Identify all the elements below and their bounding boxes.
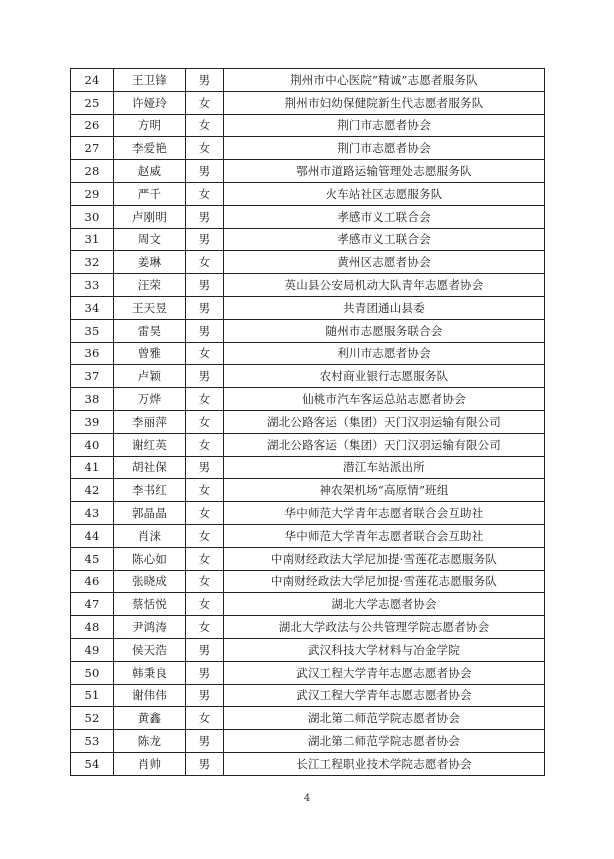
volunteer-name: 王卫锋 <box>114 69 186 92</box>
table-row <box>71 410 545 433</box>
table-row <box>71 752 545 775</box>
volunteer-name: 谢红英 <box>114 433 186 456</box>
volunteer-organization: 华中师范大学青年志愿者联合会互助社 <box>224 524 545 547</box>
volunteer-name: 汪荣 <box>114 274 186 297</box>
row-number: 29 <box>71 182 114 205</box>
table-row <box>71 319 545 342</box>
volunteer-organization: 湖北第二师范学院志愿者协会 <box>224 707 545 730</box>
volunteer-name: 尹鸿涛 <box>114 616 186 639</box>
volunteer-organization: 中南财经政法大学尼加提·雪莲花志愿服务队 <box>224 570 545 593</box>
volunteer-organization: 湖北第二师范学院志愿者协会 <box>224 730 545 753</box>
volunteer-organization: 湖北公路客运（集团）天门汉羽运输有限公司 <box>224 410 545 433</box>
row-number: 54 <box>71 752 114 775</box>
volunteer-gender: 女 <box>186 410 224 433</box>
row-number: 34 <box>71 296 114 319</box>
volunteer-name: 李丽萍 <box>114 410 186 433</box>
page-number: 4 <box>303 793 311 804</box>
table-row <box>71 502 545 525</box>
volunteer-name: 陈龙 <box>114 730 186 753</box>
table-row <box>71 730 545 753</box>
table-row <box>71 160 545 183</box>
table-row <box>71 342 545 365</box>
row-number: 35 <box>71 319 114 342</box>
row-number: 50 <box>71 661 114 684</box>
row-number: 44 <box>71 524 114 547</box>
row-number: 51 <box>71 684 114 707</box>
table-row <box>71 69 545 92</box>
volunteer-name: 卢刚明 <box>114 205 186 228</box>
volunteer-organization: 利川市志愿者协会 <box>224 342 545 365</box>
row-number: 48 <box>71 616 114 639</box>
volunteer-gender: 男 <box>186 296 224 319</box>
row-number: 41 <box>71 456 114 479</box>
volunteer-gender: 女 <box>186 137 224 160</box>
volunteer-name: 黄鑫 <box>114 707 186 730</box>
volunteer-organization: 孝感市义工联合会 <box>224 205 545 228</box>
volunteer-organization: 荆门市志愿者协会 <box>224 137 545 160</box>
volunteer-organization: 武汉科技大学材料与冶金学院 <box>224 638 545 661</box>
volunteer-name: 严千 <box>114 182 186 205</box>
row-number: 39 <box>71 410 114 433</box>
volunteer-organization: 武汉工程大学青年志愿志愿者协会 <box>224 661 545 684</box>
volunteer-organization: 共青团通山县委 <box>224 296 545 319</box>
volunteer-name: 周文 <box>114 228 186 251</box>
table-row <box>71 433 545 456</box>
volunteer-organization: 荆州市妇幼保健院新生代志愿者服务队 <box>224 91 545 114</box>
volunteer-gender: 女 <box>186 388 224 411</box>
volunteer-gender: 男 <box>186 752 224 775</box>
table-row <box>71 707 545 730</box>
table-row <box>71 616 545 639</box>
row-number: 25 <box>71 91 114 114</box>
table-row <box>71 456 545 479</box>
volunteer-name: 胡社保 <box>114 456 186 479</box>
table-row <box>71 251 545 274</box>
table-row <box>71 684 545 707</box>
volunteer-organization: 神农架机场“高原情”班组 <box>224 479 545 502</box>
volunteer-gender: 女 <box>186 342 224 365</box>
row-number: 42 <box>71 479 114 502</box>
volunteer-organization: 英山县公安局机动大队青年志愿者协会 <box>224 274 545 297</box>
volunteer-organization: 黄州区志愿者协会 <box>224 251 545 274</box>
volunteer-name: 李爱艳 <box>114 137 186 160</box>
volunteer-gender: 男 <box>186 365 224 388</box>
volunteer-name: 蔡恬悦 <box>114 593 186 616</box>
volunteer-name: 郭晶晶 <box>114 502 186 525</box>
volunteer-name: 卢颖 <box>114 365 186 388</box>
volunteer-gender: 女 <box>186 251 224 274</box>
volunteer-gender: 女 <box>186 479 224 502</box>
volunteer-name: 肖涞 <box>114 524 186 547</box>
volunteer-organization: 随州市志愿服务联合会 <box>224 319 545 342</box>
row-number: 30 <box>71 205 114 228</box>
volunteer-gender: 男 <box>186 730 224 753</box>
table-row <box>71 479 545 502</box>
volunteer-table <box>70 68 545 776</box>
volunteer-name: 张晓成 <box>114 570 186 593</box>
volunteer-gender: 男 <box>186 274 224 297</box>
volunteer-organization: 仙桃市汽车客运总站志愿者协会 <box>224 388 545 411</box>
volunteer-gender: 女 <box>186 182 224 205</box>
volunteer-organization: 火车站社区志愿服务队 <box>224 182 545 205</box>
volunteer-gender: 男 <box>186 205 224 228</box>
volunteer-organization: 荆州市中心医院“精诚”志愿者服务队 <box>224 69 545 92</box>
volunteer-gender: 女 <box>186 114 224 137</box>
volunteer-gender: 女 <box>186 616 224 639</box>
row-number: 47 <box>71 593 114 616</box>
volunteer-gender: 男 <box>186 638 224 661</box>
volunteer-name: 陈心如 <box>114 547 186 570</box>
volunteer-organization: 武汉工程大学青年志愿志愿者协会 <box>224 684 545 707</box>
volunteer-name: 赵威 <box>114 160 186 183</box>
row-number: 46 <box>71 570 114 593</box>
row-number: 31 <box>71 228 114 251</box>
table-row <box>71 91 545 114</box>
volunteer-name: 王天昱 <box>114 296 186 319</box>
row-number: 37 <box>71 365 114 388</box>
table-row <box>71 388 545 411</box>
row-number: 28 <box>71 160 114 183</box>
volunteer-gender: 男 <box>186 684 224 707</box>
row-number: 32 <box>71 251 114 274</box>
volunteer-name: 李书红 <box>114 479 186 502</box>
table-row <box>71 114 545 137</box>
row-number: 38 <box>71 388 114 411</box>
row-number: 36 <box>71 342 114 365</box>
volunteer-organization: 鄂州市道路运输管理处志愿服务队 <box>224 160 545 183</box>
volunteer-name: 侯天浩 <box>114 638 186 661</box>
volunteer-organization: 湖北公路客运（集团）天门汉羽运输有限公司 <box>224 433 545 456</box>
volunteer-name: 韩秉良 <box>114 661 186 684</box>
volunteer-organization: 中南财经政法大学尼加提·雪莲花志愿服务队 <box>224 547 545 570</box>
table-row <box>71 228 545 251</box>
row-number: 26 <box>71 114 114 137</box>
volunteer-table-container <box>70 68 544 776</box>
table-row <box>71 524 545 547</box>
volunteer-gender: 女 <box>186 433 224 456</box>
volunteer-gender: 男 <box>186 661 224 684</box>
volunteer-organization: 荆门市志愿者协会 <box>224 114 545 137</box>
table-row <box>71 205 545 228</box>
row-number: 45 <box>71 547 114 570</box>
volunteer-gender: 女 <box>186 547 224 570</box>
volunteer-gender: 女 <box>186 707 224 730</box>
table-row <box>71 296 545 319</box>
table-row <box>71 365 545 388</box>
volunteer-organization: 孝感市义工联合会 <box>224 228 545 251</box>
table-row <box>71 137 545 160</box>
volunteer-gender: 男 <box>186 228 224 251</box>
volunteer-gender: 男 <box>186 160 224 183</box>
volunteer-organization: 长江工程职业技术学院志愿者协会 <box>224 752 545 775</box>
row-number: 52 <box>71 707 114 730</box>
volunteer-name: 万烨 <box>114 388 186 411</box>
volunteer-gender: 男 <box>186 456 224 479</box>
volunteer-organization: 湖北大学政法与公共管理学院志愿者协会 <box>224 616 545 639</box>
volunteer-table-body <box>71 69 545 776</box>
table-row <box>71 274 545 297</box>
volunteer-name: 雷昊 <box>114 319 186 342</box>
volunteer-name: 谢伟伟 <box>114 684 186 707</box>
table-row <box>71 182 545 205</box>
volunteer-gender: 男 <box>186 69 224 92</box>
volunteer-organization: 农村商业银行志愿服务队 <box>224 365 545 388</box>
row-number: 49 <box>71 638 114 661</box>
table-row <box>71 661 545 684</box>
table-row <box>71 547 545 570</box>
volunteer-name: 方明 <box>114 114 186 137</box>
row-number: 43 <box>71 502 114 525</box>
volunteer-name: 肖帅 <box>114 752 186 775</box>
volunteer-organization: 华中师范大学青年志愿者联合会互助社 <box>224 502 545 525</box>
volunteer-gender: 女 <box>186 593 224 616</box>
volunteer-name: 许娅玲 <box>114 91 186 114</box>
row-number: 27 <box>71 137 114 160</box>
row-number: 53 <box>71 730 114 753</box>
volunteer-gender: 女 <box>186 570 224 593</box>
volunteer-organization: 潜江车站派出所 <box>224 456 545 479</box>
table-row <box>71 638 545 661</box>
volunteer-name: 曾雅 <box>114 342 186 365</box>
row-number: 40 <box>71 433 114 456</box>
volunteer-organization: 湖北大学志愿者协会 <box>224 593 545 616</box>
volunteer-gender: 女 <box>186 524 224 547</box>
volunteer-gender: 男 <box>186 319 224 342</box>
row-number: 24 <box>71 69 114 92</box>
volunteer-gender: 女 <box>186 91 224 114</box>
row-number: 33 <box>71 274 114 297</box>
table-row <box>71 593 545 616</box>
volunteer-name: 姜琳 <box>114 251 186 274</box>
table-row <box>71 570 545 593</box>
volunteer-gender: 女 <box>186 502 224 525</box>
